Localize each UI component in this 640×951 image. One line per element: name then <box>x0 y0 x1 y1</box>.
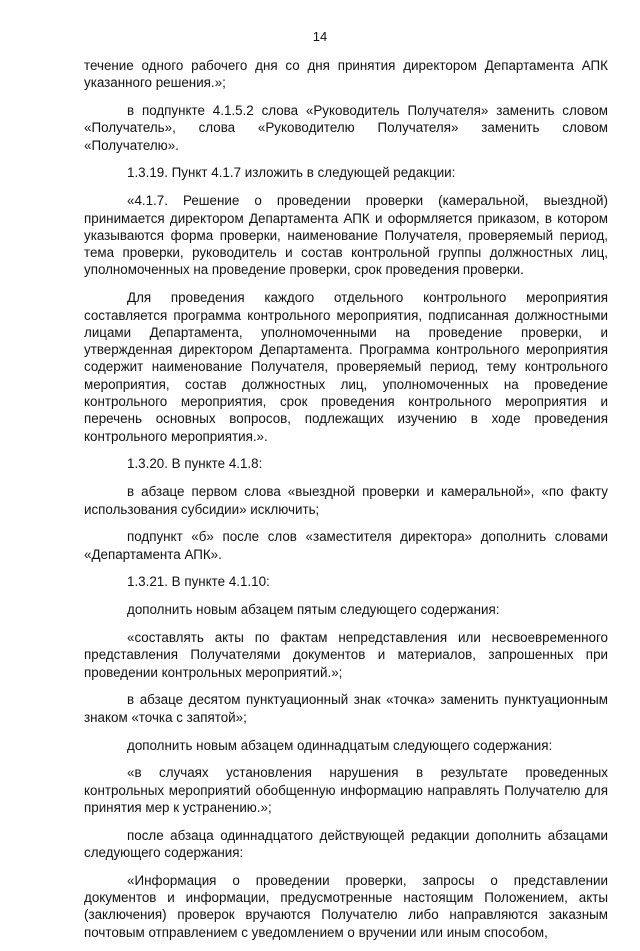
document-body <box>84 57 608 951</box>
paragraph: в абзаце первом слова «выездной проверки и камеральной», «по факту использования субсидии» исключить; <box>84 484 608 517</box>
paragraph-item-heading: 1.3.20. В пункте 4.1.8: <box>127 456 263 472</box>
page-number: 14 <box>312 29 328 44</box>
paragraph: Для проведения каждого отдельного контрольного мероприятия составляется программа контрольного мероприятия, подписанная должностными лицами Департамента, уполномоченными на проведение проверки, и утвержденная директором Департамента. Программа контрольного мероприятия содержит наименование Получателя, проверяемый период, тему контрольного мероприятия, состав должностных лиц, уполномоченных на проведение контрольного мероприятия, срок проведения контрольного мероприятия и перечень основных вопросов, подлежащих изучению в ходе проведения контрольного мероприятия.». <box>84 290 608 444</box>
paragraph: подпункт «б» после слов «заместителя директора» дополнить словами «Департамента АПК». <box>84 529 608 562</box>
paragraph-continuation: течение одного рабочего дня со дня принятия директором Департамента АПК указанного решения.»; <box>84 58 608 91</box>
paragraph-item-heading: 1.3.21. В пункте 4.1.10: <box>127 574 270 590</box>
paragraph: дополнить новым абзацем пятым следующего содержания: <box>127 602 500 618</box>
paragraph: дополнить новым абзацем одиннадцатым следующего содержания: <box>127 737 553 753</box>
paragraph: после абзаца одиннадцатого действующей редакции дополнить абзацами следующего содержания: <box>84 827 608 860</box>
paragraph: «4.1.7. Решение о проведении проверки (камеральной, выездной) принимается директором Департамента АПК и оформляется приказом, в котором указываются форма проверки, наименование Получателя, проверяемый период, тема проверки, руководитель и состав контрольной группы должностных лиц, уполномоченных на проведение проверки, срок проведения проверки. <box>84 193 608 278</box>
paragraph: в абзаце десятом пунктуационный знак «точка» заменить пунктуационным знаком «точка с запятой»; <box>84 692 608 725</box>
paragraph: в подпункте 4.1.5.2 слова «Руководитель Получателя» заменить словом «Получатель», слова «Руководителю Получателя» заменить словом «Получателю». <box>84 103 608 153</box>
paragraph-item-heading: 1.3.19. Пункт 4.1.7 изложить в следующей редакции: <box>127 165 456 181</box>
paragraph: «Информация о проведении проверки, запросы о представлении документов и информации, предусмотренные настоящим Положением, акты (заключения) проверок вручаются Получателю либо направляются заказным почтовым отправлением с уведомлением о вручении или иным способом, <box>84 872 608 940</box>
paragraph: «в случаях установления нарушения в результате проведенных контрольных мероприятий обобщенную информацию направлять Получателю для принятия мер к устранению.»; <box>84 765 608 815</box>
paragraph: «составлять акты по фактам непредставления или несвоевременного представления Получателями документов и материалов, запрошенных при проведении контрольных мероприятий.»; <box>84 630 608 680</box>
